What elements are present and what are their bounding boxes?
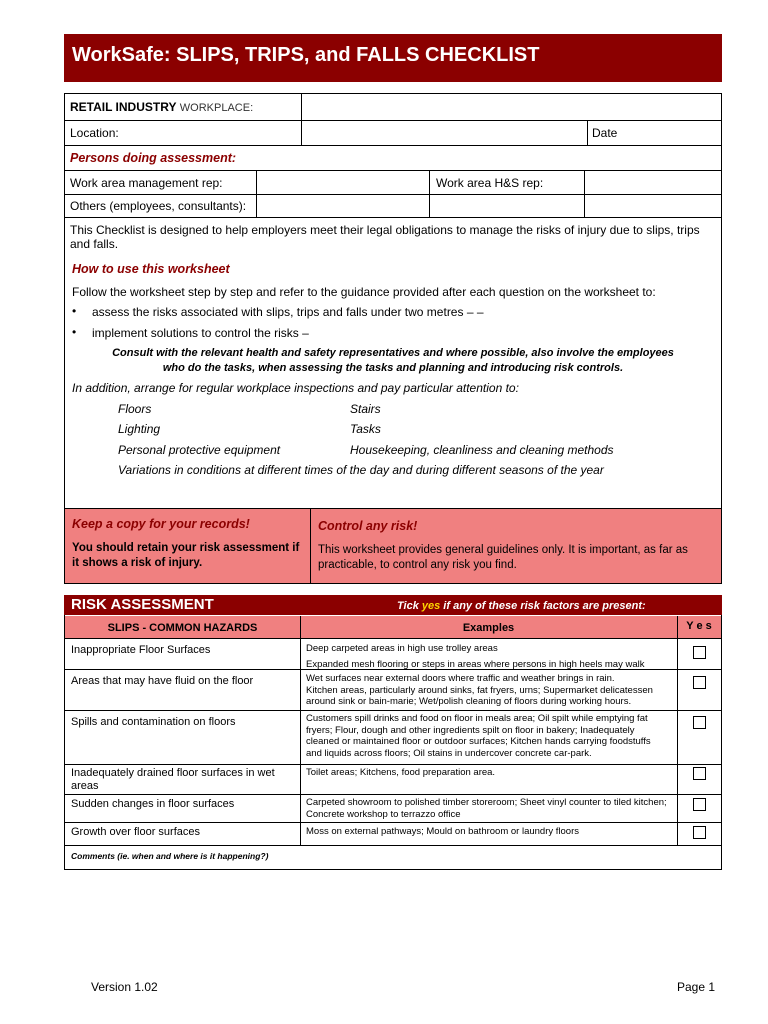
examples-cell: Customers spill drinks and food on floor in meals area; Oil spilt while emptying fat fryers; Flour, dough and other ingredients spilt on floor in bakery; Inadequately cleaned or maintained floor or outdoor surfaces; Kitchen hands carrying foodstuffs and liquids across floors; Oil stains in undercover concrete car-park. — [306, 713, 651, 759]
focus-tasks: Tasks — [350, 422, 381, 436]
focus-ppe: Personal protective equipment — [118, 443, 281, 457]
title-banner — [64, 34, 722, 82]
workplace-caption: WORKPLACE: — [179, 102, 254, 114]
others-field-1[interactable] — [258, 196, 428, 216]
workplace-label — [70, 100, 253, 115]
list-item: • assess the risks associated with slips, trips and falls under two metres – – — [72, 304, 484, 319]
hazard-cell: Spills and contamination on floors — [71, 716, 236, 728]
consult-line-1: Consult with the relevant health and safety representatives and where possible, also involve the employees — [112, 347, 674, 359]
bullet-list — [72, 304, 712, 346]
col-header-hazards: SLIPS - COMMON HAZARDS — [107, 622, 258, 634]
control-heading: Control any risk! — [318, 519, 418, 533]
focus-housekeeping: Housekeeping, cleanliness and cleaning methods — [350, 443, 614, 457]
date-label: Date — [592, 126, 618, 140]
bullet-icon: • — [72, 304, 77, 318]
col-header-examples: Examples — [462, 622, 515, 634]
page-number: Page 1 — [677, 980, 716, 994]
yes-checkbox[interactable] — [693, 767, 706, 780]
follow-text: Follow the worksheet step by step and refer to the guidance provided after each question on the worksheet to: — [72, 285, 656, 299]
workplace-field[interactable] — [303, 95, 720, 119]
yes-checkbox[interactable] — [693, 646, 706, 659]
others-label: Others (employees, consultants): — [70, 199, 247, 213]
hs-rep-field[interactable] — [586, 172, 720, 193]
keep-heading: Keep a copy for your records! — [72, 517, 250, 531]
comments-field[interactable] — [66, 846, 720, 868]
hazard-cell: Inadequately drained floor surfaces in wet areas — [71, 767, 275, 792]
hazard-cell: Areas that may have fluid on the floor — [71, 675, 254, 687]
mgmt-rep-field[interactable] — [258, 172, 428, 193]
location-field[interactable] — [303, 122, 585, 144]
date-field[interactable] — [625, 122, 720, 144]
yes-checkbox[interactable] — [693, 798, 706, 811]
hazard-cell: Growth over floor surfaces — [71, 826, 200, 838]
examples-cell: Deep carpeted areas in high use trolley areas Expanded mesh flooring or steps in areas where persons in high heels may walk — [306, 643, 645, 670]
hs-rep-label: Work area H&S rep: — [436, 176, 544, 190]
keep-text: You should retain your risk assessment if it shows a risk of injury. — [72, 542, 300, 569]
persons-heading: Persons doing assessment: — [70, 151, 237, 165]
hazard-cell: Sudden changes in floor surfaces — [71, 798, 235, 810]
industry-label: RETAIL INDUSTRY — [70, 100, 177, 114]
hazard-cell: Inappropriate Floor Surfaces — [71, 644, 211, 656]
col-header-yes: Y e s — [686, 620, 712, 632]
inspection-text: In addition, arrange for regular workplace inspections and pay particular attention to: — [72, 381, 519, 395]
yes-checkbox[interactable] — [693, 716, 706, 729]
examples-cell: Carpeted showroom to polished timber storeroom; Sheet vinyl counter to tiled kitchen; Concrete workshop to terrazzo office — [306, 797, 667, 820]
control-text: This worksheet provides general guidelines only. It is important, as far as practicable, to control any risk you find. — [318, 544, 688, 571]
how-heading: How to use this worksheet — [72, 262, 230, 276]
examples-cell: Moss on external pathways; Mould on bathroom or laundry floors — [306, 826, 579, 837]
others-field-2[interactable] — [431, 196, 583, 216]
consult-line-2: who do the tasks, when assessing the tasks and planning and introducing risk controls. — [162, 362, 624, 374]
intro-text: This Checklist is designed to help employers meet their legal obligations to manage the risks of injury due to slips, trips and falls. — [70, 223, 700, 251]
yes-checkbox[interactable] — [693, 676, 706, 689]
examples-cell: Wet surfaces near external doors where traffic and weather brings in rain. Kitchen areas, particularly around sinks, fat fryers, urns; Supermarket delicatessen around sink or bain-marie; Wet/polish cleaning of floors during working hours. — [306, 673, 653, 707]
risk-heading: RISK ASSESSMENT — [71, 596, 214, 613]
page-title: WorkSafe: SLIPS, TRIPS, and FALLS CHECKLIST — [72, 44, 540, 66]
focus-floors: Floors — [118, 402, 152, 416]
focus-stairs: Stairs — [350, 402, 381, 416]
mgmt-rep-label: Work area management rep: — [70, 176, 223, 190]
focus-lighting: Lighting — [118, 422, 161, 436]
tick-instruction: Tick yes if any of these risk factors are present: — [397, 600, 646, 612]
version-label: Version 1.02 — [91, 980, 158, 994]
yes-checkbox[interactable] — [693, 826, 706, 839]
location-label: Location: — [70, 126, 119, 140]
focus-variations: Variations in conditions at different times of the day and during different seasons of the year — [118, 463, 604, 477]
list-item: • implement solutions to control the risks – — [72, 325, 309, 340]
bullet-icon: • — [72, 325, 77, 339]
examples-cell: Toilet areas; Kitchens, food preparation area. — [306, 767, 496, 778]
comments-label: Comments (ie. when and where is it happening?) — [71, 851, 269, 861]
